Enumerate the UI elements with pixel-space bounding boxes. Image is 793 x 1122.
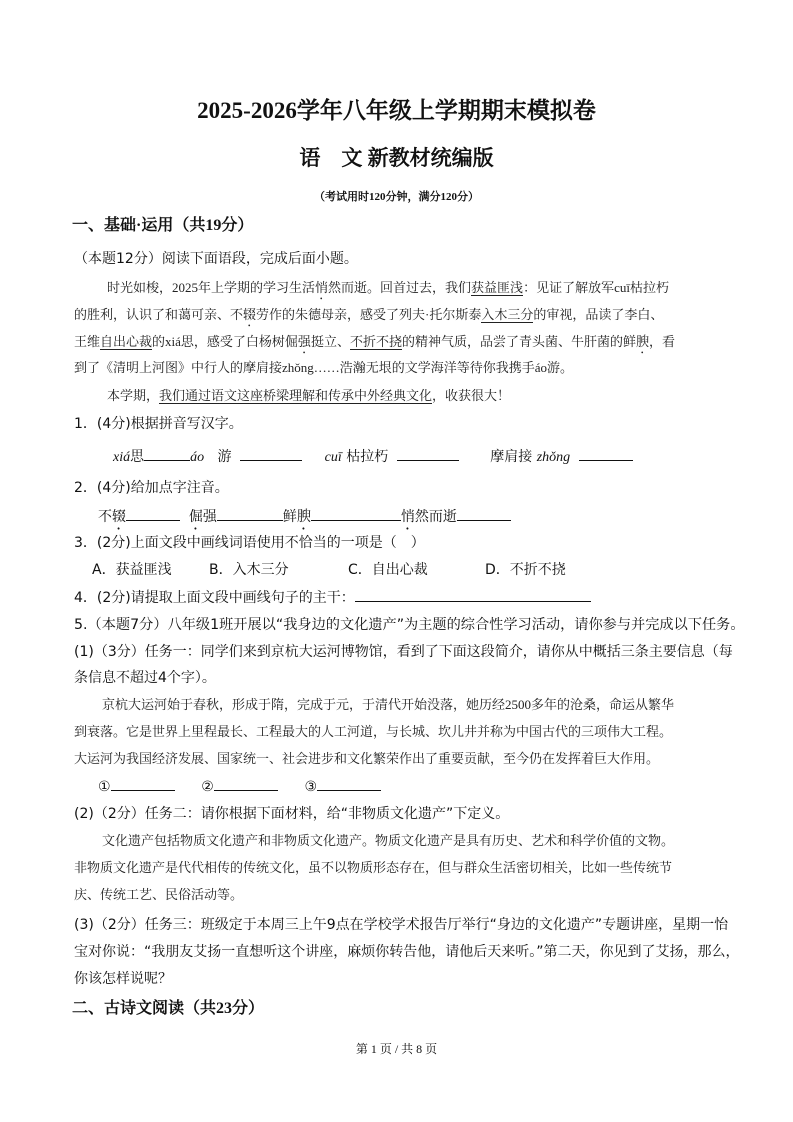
- text: 挺立、: [310, 334, 350, 349]
- underlined-phrase: 自出心裁: [100, 334, 153, 349]
- question-4: [74, 587, 591, 608]
- passage-line: 到了《清明上河图》中行人的摩肩接zhǒng……浩瀚无垠的文学海洋等待你我携手áo游。: [74, 360, 574, 375]
- text: 本学期，: [107, 388, 160, 403]
- answer-blank[interactable]: [457, 506, 511, 521]
- material-line: 文化遗产包括物质文化遗产和非物质文化遗产。物质文化遗产是具有历史、艺术和科学价值的文物。: [102, 833, 675, 848]
- answer-blank[interactable]: [240, 446, 302, 461]
- text: 不: [98, 509, 112, 525]
- q1-items: [113, 446, 633, 468]
- option-b[interactable]: B．入木三分: [209, 562, 289, 578]
- section-heading: 二、古诗文阅读（共23分）: [72, 1000, 265, 1017]
- dotted-char: 悄: [315, 280, 329, 295]
- passage-line: [74, 305, 663, 330]
- passage-line: [74, 332, 675, 357]
- pinyin: áo: [190, 450, 205, 465]
- q2-items: [98, 506, 511, 533]
- pinyin: cuī: [324, 450, 342, 465]
- answer-blank[interactable]: [144, 446, 190, 461]
- text: ，看: [649, 334, 676, 349]
- option-c[interactable]: C．自出心裁: [348, 562, 428, 578]
- text: 枯拉朽: [346, 449, 389, 465]
- dotted-char: 辍: [112, 509, 126, 525]
- text: 游: [217, 449, 232, 465]
- dotted-char: 腴: [296, 509, 311, 525]
- question-5: 5.（本题7分）八年级1班开展以“我身边的文化遗产”为主题的综合性学习活动，请你参与并完成以下任务。: [74, 617, 745, 633]
- underlined-phrase: 不折不挠: [349, 334, 402, 349]
- task-3: (3)（2分）任务三：班级定于本周三上午9点在学校学术报告厅举行“身边的文化遗产”专题讲座，星期一怡: [74, 917, 729, 933]
- pinyin: xiá: [113, 450, 131, 465]
- task-1: (1)（3分）任务一：同学们来到京杭大运河博物馆，看到了下面这段简介，请你从中概括三条主要信息（每: [74, 644, 733, 660]
- answer-blank[interactable]: [355, 587, 591, 602]
- dotted-char: 倔: [188, 509, 203, 525]
- question-1: 1．(4分)根据拼音写汉字。: [74, 416, 243, 432]
- text: 劳作的朱德母亲，感受了列夫·托尔斯泰: [256, 307, 482, 322]
- task-1-cont: 条信息不超过4个字）。: [74, 670, 216, 686]
- text: 的胜利，认识了和蔼可亲、不: [74, 307, 244, 322]
- material-line: 庆、传统工艺、民俗活动等。: [74, 887, 244, 902]
- pinyin: zhǒng: [536, 450, 571, 465]
- answer-blank[interactable]: [126, 506, 180, 521]
- text: 王维: [74, 334, 101, 349]
- question-3: 3．(2分)上面文段中画线词语使用不恰当的一项是（ ）: [74, 535, 425, 551]
- passage-line: [107, 278, 669, 303]
- text: 然而逝: [414, 509, 457, 525]
- dotted-char: 辍: [243, 307, 257, 322]
- answer-blank[interactable]: [579, 446, 633, 461]
- text: 的精神气质，品尝了青头菌、牛肝菌的鲜: [401, 334, 636, 349]
- answer-blank[interactable]: [311, 506, 401, 521]
- dotted-char: 悄: [400, 509, 415, 525]
- mark: ③: [304, 779, 318, 795]
- text: ，收获很大！: [432, 388, 511, 403]
- text: 然而逝。回首过去，我们: [328, 280, 472, 295]
- text: 摩肩接: [490, 449, 533, 465]
- answer-blank[interactable]: [111, 776, 175, 791]
- answer-blank[interactable]: [317, 776, 381, 791]
- page-footer: 第 1 页 / 共 8 页: [355, 1042, 438, 1056]
- material-line: 大运河为我国经济发展、国家统一、社会进步和文化繁荣作出了重要贡献，至今仍在发挥着巨大作用。: [74, 751, 660, 766]
- mark: ②: [201, 779, 214, 795]
- underlined-phrase: 获益匪浅: [471, 280, 524, 295]
- passage-line: [107, 386, 510, 406]
- text: 的xiá思，感受了白杨树倔: [152, 334, 298, 349]
- text: 思: [130, 449, 145, 465]
- task-2: (2)（2分）任务二：请你根据下面材料，给“非物质文化遗产”下定义。: [74, 806, 510, 822]
- material-line: 京杭大运河始于春秋，形成于隋，完成于元，于清代开始没落，她历经2500多年的沧桑，命运从繁华: [102, 697, 675, 712]
- section-heading: 一、基础·运用（共19分）: [72, 217, 254, 234]
- task-3-cont: 你该怎样说呢？: [74, 971, 172, 987]
- underlined-phrase: 入木三分: [481, 307, 534, 322]
- task-1-blanks: [98, 776, 381, 797]
- question-2: 2．(4分)给加点字注音。: [74, 480, 229, 496]
- mark: ①: [98, 779, 111, 795]
- answer-blank[interactable]: [397, 446, 459, 461]
- page-subtitle: 语 文 新教材统编版: [299, 146, 494, 170]
- text: 鲜: [282, 509, 297, 525]
- material-line: 到衰落。它是世界上里程最长、工程最大的人工河道，与长城、坎儿井并称为中国古代的三项伟大工程。: [74, 724, 673, 739]
- section-intro: （本题12分）阅读下面语段，完成后面小题。: [74, 251, 358, 267]
- dotted-char: 腴: [635, 334, 649, 349]
- option-a[interactable]: A．获益匪浅: [92, 562, 172, 578]
- answer-blank[interactable]: [217, 506, 283, 521]
- page-title: 2025-2026学年八年级上学期期末模拟卷: [197, 98, 596, 123]
- underlined-sentence: 我们通过语文这座桥梁理解和传承中外经典文化: [159, 388, 433, 403]
- text: ：见证了解放军cuī枯拉朽: [523, 280, 669, 295]
- exam-note: （考试用时120分钟，满分120分）: [314, 191, 479, 203]
- task-3-cont: 宝对你说：“我朋友艾扬一直想听这个讲座，麻烦你转告他，请他后天来听。”第二天，你见到了艾扬，那么，: [74, 944, 740, 960]
- material-line: 非物质文化遗产是代代相传的传统文化，虽不以物质形态存在，但与群众生活密切相关，比如一些传统节: [74, 860, 673, 875]
- answer-blank[interactable]: [214, 776, 278, 791]
- dotted-char: 强: [297, 334, 311, 349]
- text: 的审视，品读了李白、: [533, 307, 664, 322]
- text: 时光如梭，2025年上学期的学习生活: [107, 280, 316, 295]
- option-d[interactable]: D．不折不挠: [485, 562, 566, 578]
- text: 强: [202, 509, 217, 525]
- text: 4．(2分)请提取上面文段中画线句子的主干：: [74, 590, 355, 606]
